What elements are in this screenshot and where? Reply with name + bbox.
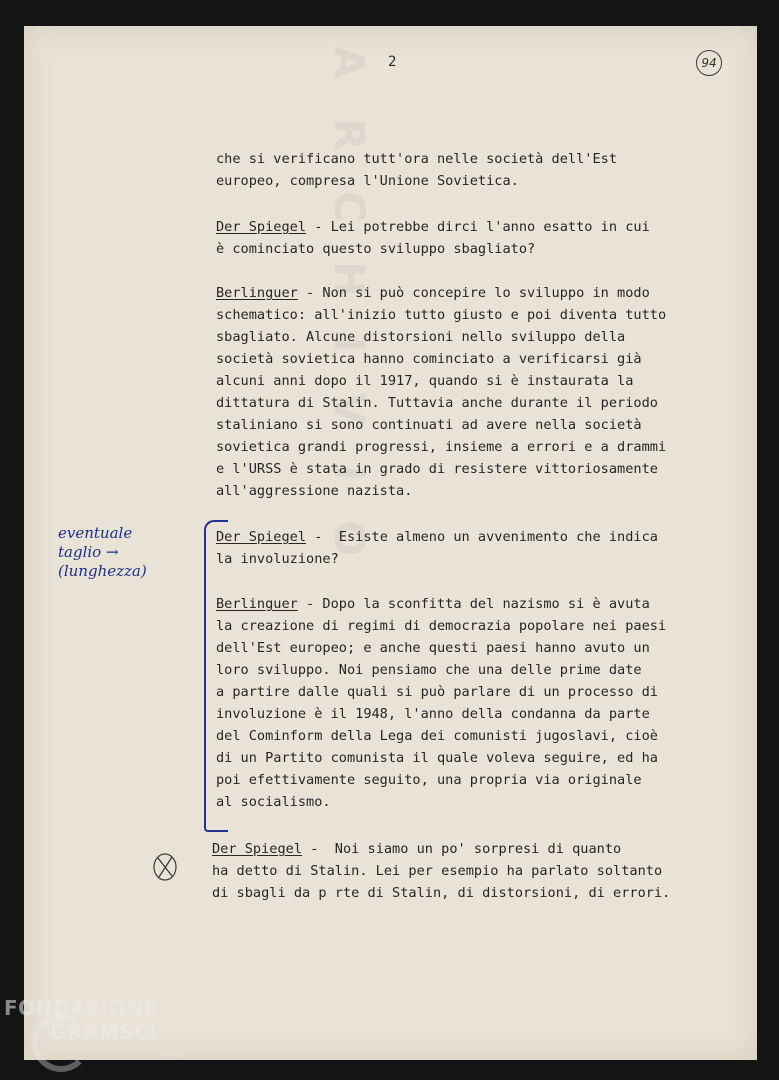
speaker-label: Berlinguer bbox=[216, 596, 298, 612]
text-line: a partire dalle quali si può parlare di un processo di bbox=[216, 684, 658, 700]
text-line: è cominciato questo sviluppo sbagliato? bbox=[216, 241, 536, 257]
document-page bbox=[24, 26, 757, 1060]
text-line: - Esiste almeno un avvenimento che indica bbox=[306, 529, 658, 545]
text-line: schematico: all'inizio tutto giusto e poi diventa tutto bbox=[216, 307, 667, 323]
text-line: del Cominform della Lega dei comunisti jugoslavi, cioè bbox=[216, 728, 658, 744]
handwritten-margin-note bbox=[58, 524, 208, 581]
logo-subtitle: onlus bbox=[160, 1050, 185, 1060]
text-line: involuzione è il 1948, l'anno della condanna da parte bbox=[216, 706, 650, 722]
text-line: loro sviluppo. Noi pensiamo che una delle prime date bbox=[216, 662, 642, 678]
paragraph-1 bbox=[216, 148, 617, 192]
text-line: ha detto di Stalin. Lei per esempio ha parlato soltanto bbox=[212, 863, 663, 879]
text-line: la involuzione? bbox=[216, 551, 339, 567]
text-line: e l'URSS è stata in grado di resistere vittoriosamente bbox=[216, 461, 658, 477]
text-line: sovietica grandi progressi, insieme a errori e a drammi bbox=[216, 439, 667, 455]
paragraph-6 bbox=[212, 838, 670, 904]
logo-line-2: GRAMSCI bbox=[50, 1020, 158, 1044]
archive-watermark: ARCHIVIO bbox=[325, 46, 374, 597]
speaker-label: Berlinguer bbox=[216, 285, 298, 301]
text-line: - Dopo la sconfitta del nazismo si è avuta bbox=[297, 596, 650, 612]
paragraph-3 bbox=[216, 282, 666, 502]
speaker-label: Der Spiegel bbox=[212, 841, 303, 857]
text-line: europeo, compresa l'Unione Sovietica. bbox=[216, 173, 519, 189]
text-line: poi efettivamente seguito, una propria via originale bbox=[216, 772, 642, 788]
note-line: (lunghezza) bbox=[58, 562, 147, 580]
speaker-label: Der Spiegel bbox=[216, 219, 307, 235]
text-line: la creazione di regimi di democrazia popolare nei paesi bbox=[216, 618, 667, 634]
paragraph-5 bbox=[216, 593, 666, 813]
text-line: di sbagli da p rte di Stalin, di distorsioni, di errori. bbox=[212, 885, 671, 901]
text-line: - Lei potrebbe dirci l'anno esatto in cui bbox=[306, 219, 650, 235]
folio-number: 94 bbox=[696, 50, 722, 76]
text-line: all'aggressione nazista. bbox=[216, 483, 413, 499]
text-line: che si verificano tutt'ora nelle società dell'Est bbox=[216, 151, 618, 167]
text-line: società sovietica hanno cominciato a verificarsi già bbox=[216, 351, 642, 367]
text-line: dell'Est europeo; e anche questi paesi hanno avuto un bbox=[216, 640, 650, 656]
text-line: di un Partito comunista il quale voleva seguire, ed ha bbox=[216, 750, 658, 766]
margin-bracket bbox=[204, 520, 228, 832]
paragraph-2 bbox=[216, 216, 650, 260]
page-number: 2 bbox=[388, 54, 397, 70]
speaker-label: Der Spiegel bbox=[216, 529, 307, 545]
fondazione-gramsci-logo bbox=[4, 996, 194, 1076]
text-line: sbagliato. Alcune distorsioni nello sviluppo della bbox=[216, 329, 626, 345]
text-line: al socialismo. bbox=[216, 794, 331, 810]
logo-line-1: FONDAZIONE bbox=[4, 996, 158, 1020]
cross-mark-icon bbox=[152, 852, 178, 882]
text-line: - Non si può concepire lo sviluppo in modo bbox=[297, 285, 650, 301]
text-line: dittatura di Stalin. Tuttavia anche durante il periodo bbox=[216, 395, 658, 411]
text-line: staliniano si sono continuati ad avere nella società bbox=[216, 417, 642, 433]
text-line: - Noi siamo un po' sorpresi di quanto bbox=[302, 841, 622, 857]
paragraph-4 bbox=[216, 526, 658, 570]
note-line: eventuale bbox=[58, 524, 133, 542]
text-line: alcuni anni dopo il 1917, quando si è instaurata la bbox=[216, 373, 634, 389]
note-line: taglio → bbox=[58, 543, 119, 561]
